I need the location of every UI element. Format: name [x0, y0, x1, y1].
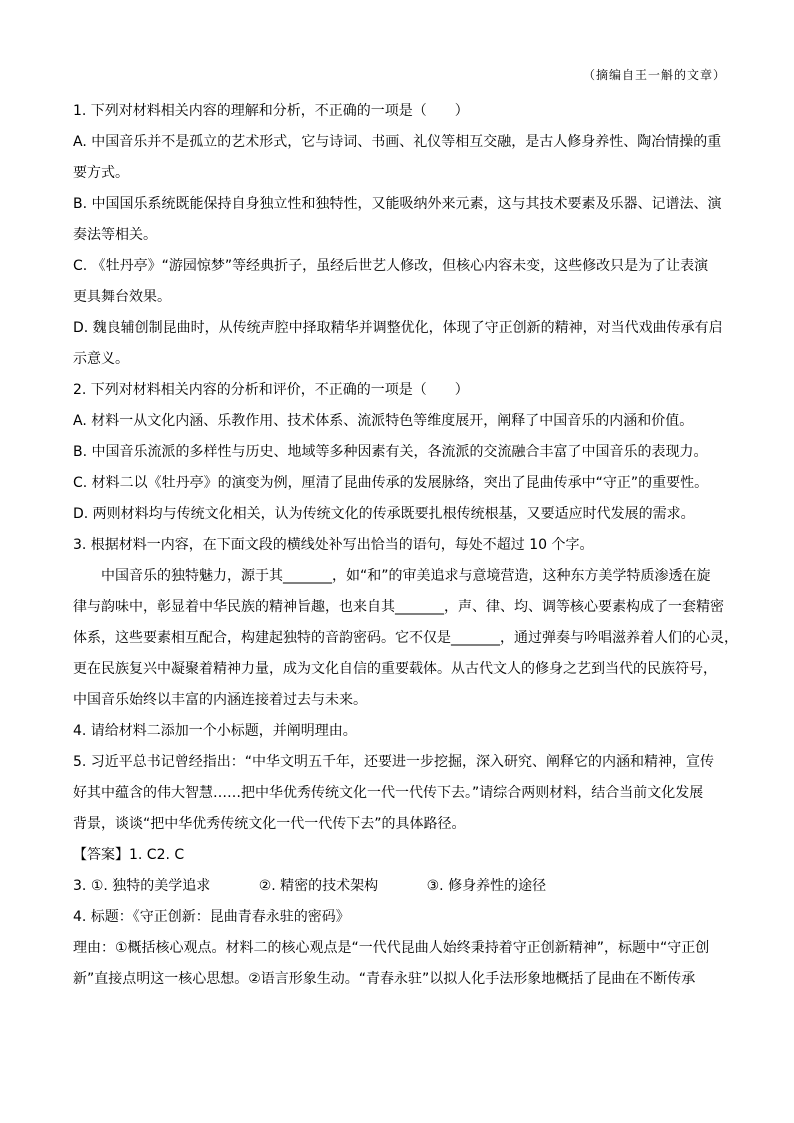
q1-option-c-line2: 更具舞台效果。	[73, 289, 171, 305]
q5-line1: 5. 习近平总书记曾经指出：“中华文明五千年，还要进一步挖掘，深入研究、阐释它的内涵和精神，宣传	[73, 754, 715, 770]
answer-line	[73, 840, 725, 871]
question-3-stem: 3. 根据材料一内容，在下面文段的横线处补写出恰当的语句，每处不超过 10 个字。	[73, 537, 594, 553]
q1-option-d-line2: 示意义。	[73, 351, 129, 367]
document-body	[73, 96, 738, 995]
q1-option-b-line2: 奏法等相关。	[73, 227, 157, 243]
answer-q3-option-1: ①. 独特的美学追求	[90, 878, 211, 894]
source-citation: （摘编自王一斛的文章）	[582, 68, 726, 82]
q1-option-a-line2: 要方式。	[73, 165, 129, 181]
q2-option-b: B. 中国音乐流派的多样性与历史、地域等多种因素有关，各流派的交流融合丰富了中国音乐的表现力。	[73, 444, 708, 460]
q5-line3: 背景，谈谈“把中华优秀传统文化一代一代传下去”的具体路径。	[73, 816, 466, 832]
answer-q4-reason-line1: 理由：①概括核心观点。材料二的核心观点是“一代代昆曲人始终秉持着守正创新精神”，标题中“守正创	[73, 940, 710, 956]
answer-q3-option-2: ②. 精密的技术架构	[258, 878, 379, 894]
answer-q3-number: 3.	[73, 878, 87, 894]
q3-passage-line4: 更在民族复兴中凝聚着精神力量，成为文化自信的重要载体。从古代文人的修身之艺到当代的民族符号，	[73, 661, 717, 677]
q2-option-c: C. 材料二以《牡丹亭》的演变为例，厘清了昆曲传承的发展脉络，突出了昆曲传承中“守正”的重要性。	[73, 475, 709, 491]
q3-passage-line1: 中国音乐的独特魅力，源于其_______，如“和”的审美追求与意境营造，这种东方美学特质渗透在旋	[101, 568, 711, 584]
q1-option-c-line1: C. 《牡丹亭》“游园惊梦”等经典折子，虽经后世艺人修改，但核心内容未变，这些修改只是为了让表演	[73, 258, 709, 274]
answer-q3	[73, 871, 725, 902]
answer-q4-reason-line2: 新”直接点明这一核心思想。②语言形象生动。“青春永驻”以拟人化手法形象地概括了昆曲在不断传承	[73, 971, 696, 987]
question-2-stem: 2. 下列对材料相关内容的分析和评价，不正确的一项是（ ）	[73, 382, 469, 398]
q1-option-b-line1: B. 中国国乐系统既能保持自身独立性和独特性，又能吸纳外来元素，这与其技术要素及乐器、记谱法、演	[73, 196, 722, 212]
answer-q4-title: 4. 标题：《守正创新：昆曲青春永驻的密码》	[73, 909, 350, 925]
q1-option-a-line1: A. 中国音乐并不是孤立的艺术形式，它与诗词、书画、礼仪等相互交融，是古人修身养性、陶冶情操的重	[73, 134, 722, 150]
q2-option-a: A. 材料一从文化内涵、乐教作用、技术体系、流派特色等维度展开，阐释了中国音乐的内涵和价值。	[73, 413, 694, 429]
q3-passage-line5: 中国音乐始终以丰富的内涵连接着过去与未来。	[73, 692, 367, 708]
q3-passage-line3: 体系，这些要素相互配合，构建起独特的音韵密码。它不仅是_______，通过弹奏与吟唱滋养着人们的心灵，	[73, 630, 738, 646]
q1-option-d-line1: D. 魏良辅创制昆曲时，从传统声腔中择取精华并调整优化，体现了守正创新的精神，对当代戏曲传承有启	[73, 320, 723, 336]
answer-q3-option-3: ③. 修身养性的途径	[426, 878, 547, 894]
q2-option-d: D. 两则材料均与传统文化相关，认为传统文化的传承既要扎根传统根基，又要适应时代发展的需求。	[73, 506, 695, 522]
q5-line2: 好其中蕴含的伟大智慧……把中华优秀传统文化一代一代传下去。”请综合两则材料，结合当前文化发展	[73, 785, 704, 801]
answer-text: 1. C2. C	[129, 847, 185, 863]
answer-label: 【答案】	[73, 847, 129, 863]
question-1-stem: 1. 下列对材料相关内容的理解和分析，不正确的一项是（ ）	[73, 103, 469, 119]
q3-passage-line2: 律与韵味中，彰显着中华民族的精神旨趣，也来自其_______，声、律、均、调等核心要素构成了一套精密	[73, 599, 724, 615]
question-4-stem: 4. 请给材料二添加一个小标题，并阐明理由。	[73, 723, 357, 739]
